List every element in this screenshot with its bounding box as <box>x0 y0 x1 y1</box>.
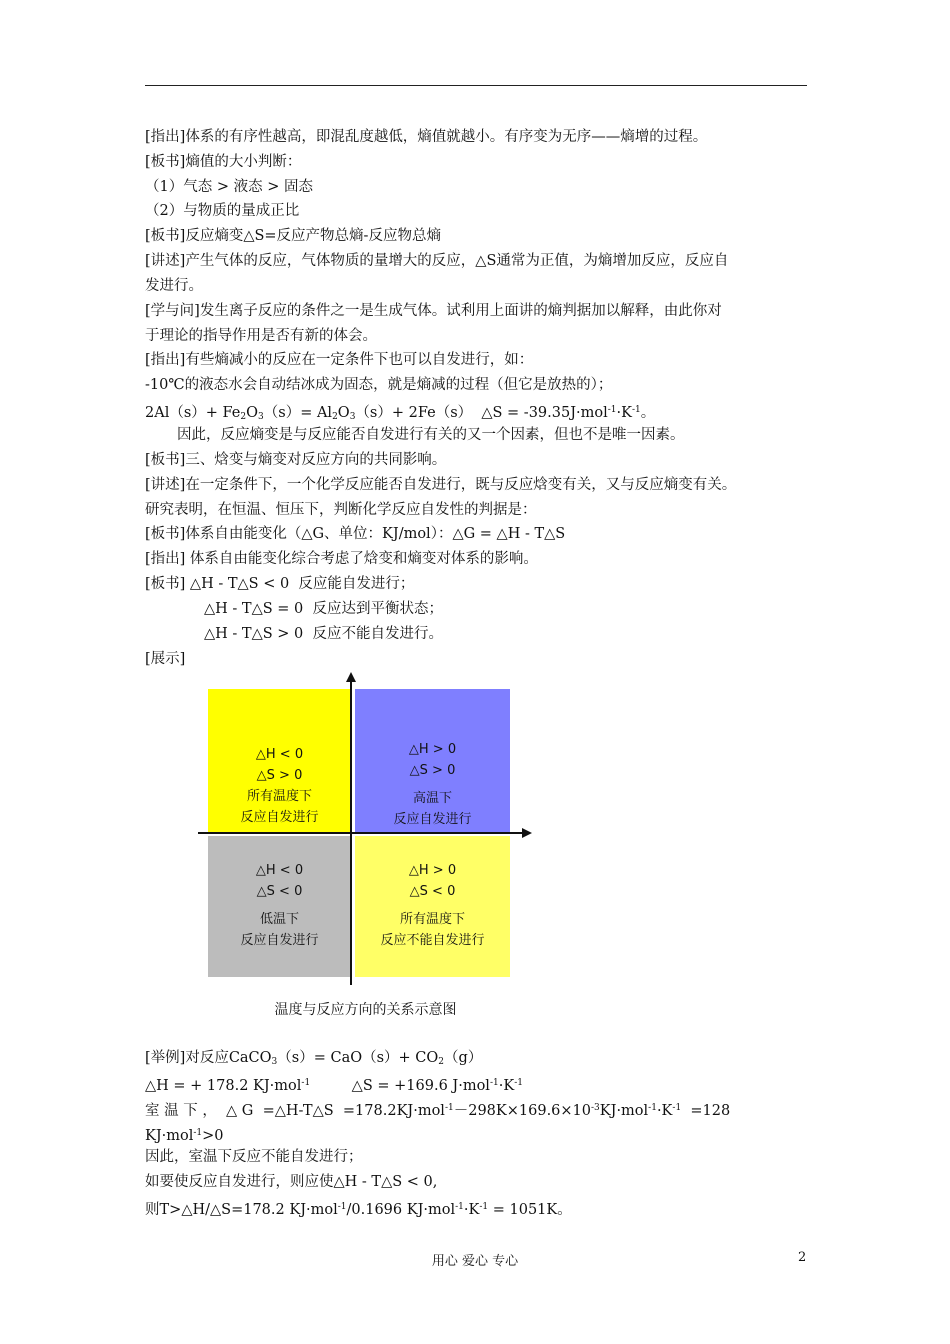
footer-text: 用心 爱心 专心 <box>431 1254 519 1269</box>
quadrant-line: △H > 0 <box>408 863 457 878</box>
example-line: 则T>△H/△S=178.2 KJ·mol$^{-1}$/0.1696 $KJ\cdot mol^{-1}\cdot K^{-1} = 1051K$。 <box>145 1202 572 1218</box>
text-line: （1）气态 > 液态 > 固态 <box>145 179 313 195</box>
diagram-caption: 温度与反应方向的关系示意图 <box>274 1002 457 1018</box>
quadrant-top-right <box>355 689 510 834</box>
horizontal-axis <box>198 832 523 834</box>
text-line: [板书]反应熵变△S=反应产物总熵-反应物总熵 <box>145 228 441 244</box>
text-line: 因此，室温下反应不能自发进行； <box>145 1149 363 1165</box>
quadrant-bottom-left <box>208 836 351 977</box>
quadrant-line: △S < 0 <box>409 884 456 899</box>
quadrant-line: 所有温度下 <box>246 789 312 804</box>
quadrant-line: 所有温度下 <box>399 912 465 927</box>
example-line: △H = + 178.2 KJ·mol$^{-1}$ △S = +169.6 $J\cdot mol^{-1}\cdot K^{-1}$ <box>145 1078 523 1094</box>
text-line: △H - T△S > 0 反应不能自发进行。 <box>204 626 443 642</box>
text-line: 研究表明，在恒温、恒压下，判断化学反应自发性的判据是： <box>145 502 537 518</box>
quadrant-top-left <box>208 689 351 834</box>
text-line: [展示] <box>145 651 186 667</box>
text-line: [指出]体系的有序性越高，即混乱度越低，熵值就越小。有序变为无序——熵增的过程。 <box>145 129 708 145</box>
text-line: [讲述]在一定条件下，一个化学反应能否自发进行，既与反应焓变有关，又与反应熵变有关。 <box>145 477 737 493</box>
arrow-right-icon <box>522 828 532 838</box>
quadrant-line: 反应自发进行 <box>393 812 472 827</box>
quadrant-line: △S > 0 <box>256 768 303 783</box>
quadrant-line: 反应不能自发进行 <box>380 933 485 948</box>
text-line: [学与问]发生离子反应的条件之一是生成气体。试利用上面讲的熵判据加以解释，由此你对 <box>145 303 722 319</box>
text-line: （2）与物质的量成正比 <box>145 203 300 219</box>
text-line: [指出]有些熵减小的反应在一定条件下也可以自发进行，如： <box>145 352 534 368</box>
text-line: 如要使反应自发进行，则应使△H - T△S < 0, <box>145 1174 438 1190</box>
quadrant-line: 低温下 <box>259 912 299 927</box>
text-line: 因此，反应熵变是与反应能否自发进行有关的又一个因素，但也不是唯一因素。 <box>177 427 685 443</box>
quadrant-line: △H > 0 <box>408 742 457 757</box>
example-line: 室 温 下 ， △ G =△H-T△S $=178.2KJ\cdot mol^{-1}-298K\times 169.6\times 10^{-3}KJ\cdot mol^{-1}\cdot K^{-1} =128$ <box>145 1103 731 1119</box>
text-line: [板书] △H - T△S < 0 反应能自发进行； <box>145 576 415 592</box>
quadrant-line: △S > 0 <box>409 763 456 778</box>
reaction-equation: $2Al(s)+ Fe_2O_3(s)= Al_2O_3(s)+ 2Fe(s)$ △S = $-39.35J\cdot mol^{-1}\cdot K^{-1}$。 <box>145 405 656 422</box>
quadrant-bottom-right <box>355 836 510 977</box>
text-line: [板书]熵值的大小判断： <box>145 154 302 170</box>
text-line: 于理论的指导作用是否有新的体会。 <box>145 328 377 344</box>
header-rule <box>145 85 807 86</box>
quadrant-line: △S < 0 <box>256 884 303 899</box>
arrow-up-icon <box>346 672 356 682</box>
quadrant-line: 反应自发进行 <box>240 810 319 825</box>
quadrant-line: △H < 0 <box>255 747 304 762</box>
quadrant-line: △H < 0 <box>255 863 304 878</box>
text-line: [讲述]产生气体的反应，气体物质的量增大的反应，△S通常为正值，为熵增加反应，反应自 <box>145 253 729 269</box>
quadrant-diagram <box>198 672 533 1022</box>
page-number: 2 <box>798 1250 807 1265</box>
text-line: 发进行。 <box>145 278 203 294</box>
example-line: [举例]对反应CaCO$_3$（s）= $CaO(s)+ CO_2(g)$ <box>145 1050 483 1067</box>
quadrant-line: 高温下 <box>412 791 452 806</box>
text-line: [板书]三、焓变与熵变对反应方向的共同影响。 <box>145 452 447 468</box>
text-line: [指出] 体系自由能变化综合考虑了焓变和熵变对体系的影响。 <box>145 551 538 567</box>
example-line: KJ·mol$^{-1}$>0 <box>145 1128 224 1144</box>
text-line: -10℃的液态水会自动结冰成为固态，就是熵减的过程（但它是放热的）； <box>145 377 613 393</box>
quadrant-line: 反应自发进行 <box>240 933 319 948</box>
text-line: [板书]体系自由能变化（△G、单位：KJ/mol）：△G = △H - T△S <box>145 526 566 542</box>
text-line: △H - T△S = 0 反应达到平衡状态； <box>204 601 443 617</box>
